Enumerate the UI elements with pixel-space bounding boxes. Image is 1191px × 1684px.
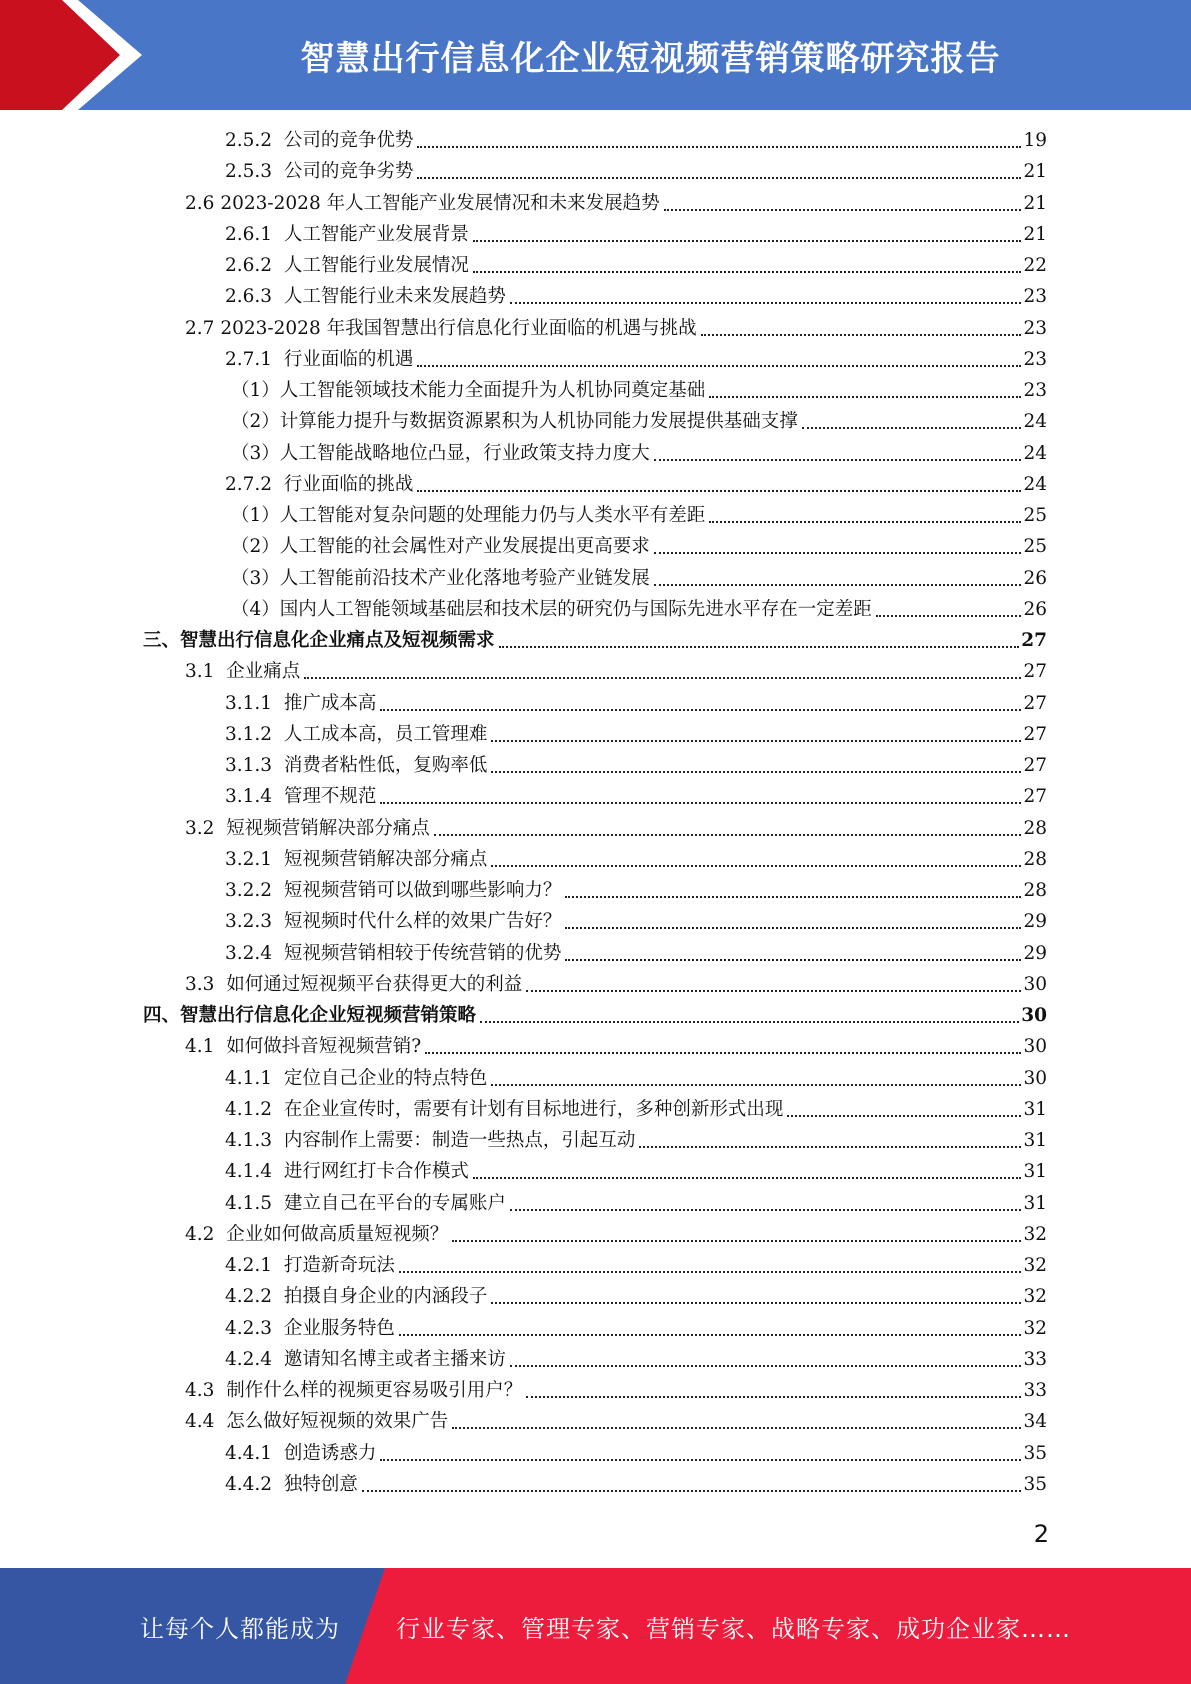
toc-entry-title — [225, 1252, 395, 1280]
toc-entry-number: （4） — [231, 598, 280, 620]
toc-entry-title — [185, 315, 697, 343]
toc-entry-title — [225, 940, 561, 968]
toc-entry-page: 33 — [1023, 1380, 1047, 1401]
toc-leader-dots — [473, 1177, 1022, 1179]
toc-entry-number: （1） — [231, 380, 280, 401]
toc-entry-number: 2.6.3 — [225, 286, 273, 308]
toc-entry[interactable] — [185, 658, 1047, 686]
toc-entry[interactable] — [185, 1033, 1047, 1061]
toc-entry-label: 短视频时代什么样的效果广告好？ — [283, 911, 562, 933]
toc-entry-title — [231, 502, 705, 530]
toc-entry[interactable] — [225, 1127, 1047, 1155]
toc-entry-label: 公司的竞争劣势 — [283, 161, 414, 183]
page-number: 2 — [1033, 1520, 1049, 1548]
toc-entry-page: 24 — [1023, 442, 1047, 464]
toc-entry[interactable] — [225, 783, 1047, 811]
toc-entry-number: 2.6.2 — [225, 255, 273, 276]
toc-entry-number: 3.1.3 — [225, 755, 273, 776]
toc-entry-number: 4.1 — [185, 1036, 215, 1058]
toc-entry-label: 企业如何做高质量短视频？ — [226, 1223, 449, 1245]
toc-entry-label: 人工智能的社会属性对产业发展提出更高要求 — [279, 536, 650, 558]
toc-entry-label: 短视频营销相较于传统营销的优势 — [283, 942, 562, 964]
toc-leader-dots — [380, 1459, 1021, 1461]
toc-entry-number: 3.2 — [185, 817, 215, 839]
toc-entry-title — [185, 658, 300, 686]
toc-leader-dots — [565, 927, 1021, 929]
toc-entry-title — [225, 846, 487, 874]
toc-entry-page: 33 — [1023, 1348, 1047, 1370]
toc-leader-dots — [399, 1271, 1022, 1273]
toc-entry-title — [225, 908, 561, 936]
toc-entry-title — [231, 596, 872, 624]
toc-entry-title — [225, 1440, 376, 1468]
toc-leader-dots — [491, 771, 1021, 773]
toc-entry-label: 在企业宣传时，需要有计划有目标地进行，多种创新形式出现 — [283, 1098, 784, 1120]
toc-leader-dots — [664, 209, 1022, 211]
toc-entry-number: 三、 — [143, 630, 181, 651]
toc-entry-number: 4.1.3 — [225, 1130, 273, 1151]
toc-leader-dots — [491, 740, 1021, 742]
toc-leader-dots — [565, 959, 1021, 961]
toc-leader-dots — [480, 1021, 1019, 1023]
toc-entry[interactable] — [225, 221, 1047, 249]
toc-entry-title — [225, 127, 413, 155]
toc-entry-number: 2.7.2 — [225, 473, 273, 495]
toc-entry-label: 建立自己在平台的专属账户 — [283, 1192, 506, 1214]
toc-entry-page: 25 — [1023, 536, 1047, 558]
toc-leader-dots — [654, 459, 1022, 461]
toc-entry[interactable] — [225, 1190, 1047, 1218]
toc-entry-page: 24 — [1023, 411, 1047, 433]
toc-entry-label: 人工智能对复杂问题的处理能力仍与人类水平有差距 — [279, 505, 706, 526]
toc-entry-number: 2.6.1 — [225, 223, 273, 245]
toc-entry-label: 邀请知名博主或者主播来访 — [283, 1348, 506, 1370]
toc-leader-dots — [399, 1334, 1022, 1336]
report-footer — [0, 1568, 1191, 1684]
toc-entry-label: 短视频营销解决部分痛点 — [283, 848, 488, 870]
toc-entry-page: 35 — [1023, 1442, 1047, 1464]
toc-entry-number: 4.1.5 — [225, 1192, 273, 1214]
toc-entry-label: 计算能力提升与数据资源累积为人机协同能力发展提供基础支撑 — [279, 411, 798, 433]
toc-entry-page: 30 — [1023, 1067, 1047, 1089]
toc-entry-label: 人工智能行业未来发展趋势 — [283, 286, 506, 308]
toc-entry-number: 4.2.4 — [225, 1348, 273, 1370]
toc-entry[interactable] — [225, 1283, 1047, 1311]
toc-entry-page: 31 — [1023, 1161, 1047, 1183]
toc-entry-label: 智慧出行信息化企业痛点及短视频需求 — [180, 630, 495, 651]
toc-entry[interactable] — [231, 596, 1047, 624]
toc-entry-page: 25 — [1023, 505, 1047, 526]
footer-slogan-right: 行业专家、管理专家、营销专家、战略专家、成功企业家…… — [396, 1614, 1071, 1643]
toc-entry-page: 32 — [1023, 1255, 1047, 1276]
toc-leader-dots — [510, 1209, 1022, 1211]
toc-entry[interactable] — [225, 158, 1047, 186]
toc-entry[interactable] — [225, 690, 1047, 718]
toc-entry-number: 3.1.1 — [225, 692, 273, 714]
toc-entry-title — [225, 690, 376, 718]
toc-entry-page: 23 — [1023, 348, 1047, 370]
toc-leader-dots — [499, 646, 1020, 648]
toc-entry-title — [231, 533, 650, 561]
toc-entry-title — [225, 346, 413, 374]
toc-entry-label: 创造诱惑力 — [283, 1442, 377, 1464]
toc-entry-label: 人工成本高，员工管理难 — [283, 723, 488, 745]
toc-entry-label: 短视频营销解决部分痛点 — [226, 817, 430, 839]
toc-leader-dots — [491, 865, 1021, 867]
toc-entry-title — [225, 158, 413, 186]
toc-entry-label: 2023-2028 年我国智慧出行信息化行业面临的机遇与挑战 — [220, 317, 697, 339]
toc-entry-number: 3.1.4 — [225, 786, 273, 808]
toc-entry-number: 3.2.1 — [225, 848, 273, 870]
toc-entry-page: 26 — [1023, 567, 1047, 589]
toc-entry-page: 27 — [1023, 786, 1047, 808]
toc-entry[interactable] — [185, 815, 1047, 843]
toc-leader-dots — [380, 802, 1021, 804]
toc-leader-dots — [526, 1396, 1021, 1398]
toc-entry-label: 内容制作上需要：制造一些热点，引起互动 — [283, 1130, 636, 1151]
toc-entry-number: 4.2.2 — [225, 1286, 273, 1308]
toc-leader-dots — [452, 1240, 1021, 1242]
toc-entry-label: 推广成本高 — [283, 692, 377, 714]
toc-entry[interactable] — [225, 877, 1047, 905]
toc-entry-number: 4.4.2 — [225, 1473, 273, 1495]
toc-entry-page: 31 — [1023, 1192, 1047, 1214]
toc-entry-title — [225, 283, 506, 311]
toc-entry-label: 行业面临的挑战 — [283, 473, 414, 495]
toc-entry-label: 短视频营销可以做到哪些影响力？ — [283, 880, 562, 901]
toc-entry-number: 3.2.2 — [225, 880, 273, 901]
toc-entry-title — [185, 1377, 522, 1405]
toc-entry-number: 4.1.2 — [225, 1098, 273, 1120]
toc-entry-number: 4.1.1 — [225, 1067, 273, 1089]
toc-entry[interactable] — [231, 377, 1047, 405]
toc-entry-number: 四、 — [143, 1005, 181, 1026]
toc-leader-dots — [701, 334, 1022, 336]
toc-entry[interactable] — [185, 1408, 1047, 1436]
toc-entry[interactable] — [225, 940, 1047, 968]
toc-entry[interactable] — [225, 752, 1047, 780]
toc-entry[interactable] — [225, 1065, 1047, 1093]
toc-entry-label: 定位自己企业的特点特色 — [283, 1067, 488, 1089]
toc-entry-number: 4.4.1 — [225, 1442, 273, 1464]
toc-entry-number: 2.5.2 — [225, 130, 273, 151]
toc-entry-title — [231, 408, 798, 436]
toc-entry[interactable] — [231, 440, 1047, 468]
toc-entry-title — [231, 440, 650, 468]
toc-entry[interactable] — [225, 1315, 1047, 1343]
toc-entry[interactable] — [225, 283, 1047, 311]
toc-entry-title — [225, 471, 413, 499]
toc-entry-page: 32 — [1023, 1317, 1047, 1339]
toc-entry-label: 企业痛点 — [226, 661, 301, 683]
toc-entry-number: （3） — [231, 442, 280, 464]
toc-leader-dots — [425, 1052, 1021, 1054]
toc-entry-title — [225, 221, 469, 249]
header-chevron-decoration — [0, 0, 160, 110]
toc-entry-page: 31 — [1023, 1098, 1047, 1120]
toc-entry[interactable] — [225, 1252, 1047, 1280]
toc-leader-dots — [654, 584, 1022, 586]
toc-entry-page: 31 — [1023, 1130, 1047, 1151]
toc-entry-page: 27 — [1023, 755, 1047, 776]
toc-entry-title — [143, 627, 495, 655]
toc-entry-label: 如何做抖音短视频营销? — [226, 1036, 422, 1058]
toc-entry[interactable] — [225, 721, 1047, 749]
toc-entry[interactable] — [231, 565, 1047, 593]
toc-entry-label: 怎么做好短视频的效果广告 — [226, 1411, 449, 1433]
toc-entry-label: 人工智能产业发展背景 — [283, 223, 469, 245]
toc-entry-page: 29 — [1023, 911, 1047, 933]
toc-entry-page: 28 — [1023, 880, 1047, 901]
toc-entry[interactable] — [231, 533, 1047, 561]
toc-entry-page: 27 — [1021, 630, 1047, 651]
toc-entry-page: 27 — [1023, 661, 1047, 683]
toc-entry-page: 30 — [1021, 1005, 1047, 1026]
toc-leader-dots — [473, 271, 1022, 273]
toc-entry-title — [225, 1346, 506, 1374]
toc-entry-page: 23 — [1023, 380, 1047, 401]
toc-entry-number: 4.4 — [185, 1411, 215, 1433]
toc-entry-title — [185, 1033, 421, 1061]
toc-entry-number: 3.3 — [185, 973, 215, 995]
toc-entry-page: 21 — [1023, 223, 1047, 245]
toc-entry-page: 24 — [1023, 473, 1047, 495]
toc-entry[interactable] — [225, 1440, 1047, 1468]
toc-entry-title — [225, 1158, 469, 1186]
footer-slogan-left: 让每个人都能成为 — [140, 1614, 340, 1643]
toc-entry-label: 拍摄自身企业的内涵段子 — [283, 1286, 488, 1308]
toc-entry-page: 29 — [1023, 942, 1047, 964]
toc-entry-page: 21 — [1023, 161, 1047, 183]
toc-entry-label: 消费者粘性低，复购率低 — [283, 755, 488, 776]
toc-leader-dots — [709, 521, 1021, 523]
toc-entry[interactable] — [225, 252, 1047, 280]
toc-entry-page: 28 — [1023, 817, 1047, 839]
toc-leader-dots — [417, 365, 1021, 367]
toc-entry-title — [225, 1315, 395, 1343]
toc-entry-title — [231, 377, 705, 405]
toc-entry-page: 21 — [1023, 192, 1047, 214]
toc-entry-label: 智慧出行信息化企业短视频营销策略 — [180, 1005, 477, 1026]
toc-entry[interactable] — [225, 1346, 1047, 1374]
toc-leader-dots — [380, 709, 1021, 711]
toc-entry[interactable] — [143, 1002, 1047, 1030]
toc-entry-title — [225, 1065, 487, 1093]
toc-leader-dots — [510, 1365, 1022, 1367]
toc-entry[interactable] — [225, 1096, 1047, 1124]
toc-entry-title — [143, 1002, 476, 1030]
toc-entry-number: 3.2.4 — [225, 942, 273, 964]
toc-leader-dots — [473, 240, 1022, 242]
toc-entry-label: 行业面临的机遇 — [283, 348, 414, 370]
toc-entry[interactable] — [185, 971, 1047, 999]
toc-entry-label: 企业服务特色 — [283, 1317, 395, 1339]
toc-entry-number: 2.6 — [185, 192, 215, 214]
toc-leader-dots — [565, 896, 1021, 898]
toc-entry-title — [225, 1283, 487, 1311]
toc-entry-number: （1） — [231, 505, 280, 526]
report-header — [0, 0, 1191, 110]
toc-entry-title — [225, 1096, 783, 1124]
toc-entry[interactable] — [225, 1158, 1047, 1186]
toc-entry[interactable] — [225, 471, 1047, 499]
toc-entry-number: 4.1.4 — [225, 1161, 273, 1183]
toc-entry-page: 27 — [1023, 692, 1047, 714]
toc-entry[interactable] — [225, 1471, 1047, 1499]
toc-entry-page: 27 — [1023, 723, 1047, 745]
toc-entry-title — [185, 971, 522, 999]
toc-entry-label: 打造新奇玩法 — [283, 1255, 395, 1276]
toc-entry-page: 26 — [1023, 598, 1047, 620]
toc-entry[interactable] — [231, 408, 1047, 436]
toc-leader-dots — [876, 615, 1022, 617]
toc-entry-page: 35 — [1023, 1473, 1047, 1495]
toc-entry-number: （3） — [231, 567, 280, 589]
toc-leader-dots — [434, 834, 1022, 836]
toc-entry-label: 制作什么样的视频更容易吸引用户？ — [226, 1380, 523, 1401]
toc-entry[interactable] — [225, 908, 1047, 936]
toc-entry-title — [185, 1408, 448, 1436]
toc-entry-label: 如何通过短视频平台获得更大的利益 — [226, 973, 523, 995]
toc-leader-dots — [787, 1115, 1021, 1117]
toc-leader-dots — [452, 1427, 1021, 1429]
toc-entry-title — [225, 721, 487, 749]
toc-entry-label: 人工智能战略地位凸显，行业政策支持力度大 — [279, 442, 650, 464]
toc-entry-page: 22 — [1023, 255, 1047, 276]
toc-entry-title — [225, 1127, 635, 1155]
toc-leader-dots — [491, 1302, 1021, 1304]
toc-entry-label: 公司的竞争优势 — [283, 130, 414, 151]
toc-leader-dots — [526, 990, 1021, 992]
toc-entry-page: 23 — [1023, 286, 1047, 308]
toc-entry-title — [225, 877, 561, 905]
toc-entry[interactable] — [225, 346, 1047, 374]
toc-leader-dots — [654, 552, 1022, 554]
toc-leader-dots — [362, 1490, 1022, 1492]
toc-entry-label: 人工智能前沿技术产业化落地考验产业链发展 — [279, 567, 650, 589]
toc-entry-page: 28 — [1023, 848, 1047, 870]
toc-entry-number: 4.2.3 — [225, 1317, 273, 1339]
report-title: 智慧出行信息化企业短视频营销策略研究报告 — [300, 38, 1001, 79]
toc-leader-dots — [417, 146, 1021, 148]
toc-entry-title — [185, 1221, 448, 1249]
toc-leader-dots — [639, 1146, 1021, 1148]
toc-entry-title — [225, 252, 469, 280]
toc-entry-title — [225, 783, 376, 811]
toc-entry-title — [185, 190, 660, 218]
toc-entry-title — [231, 565, 650, 593]
toc-entry-page: 32 — [1023, 1223, 1047, 1245]
toc-entry-number: 2.7.1 — [225, 348, 273, 370]
toc-entry-page: 23 — [1023, 317, 1047, 339]
toc-entry-number: 3.1.2 — [225, 723, 273, 745]
toc-entry[interactable] — [185, 1221, 1047, 1249]
toc-entry-page: 34 — [1023, 1411, 1047, 1433]
toc-entry-label: 人工智能领域技术能力全面提升为人机协同奠定基础 — [279, 380, 706, 401]
toc-entry-number: 2.5.3 — [225, 161, 273, 183]
toc-entry-label: 人工智能行业发展情况 — [283, 255, 469, 276]
toc-leader-dots — [417, 177, 1021, 179]
toc-leader-dots — [417, 490, 1021, 492]
toc-entry-title — [185, 815, 430, 843]
toc-entry-page: 19 — [1023, 130, 1047, 151]
toc-entry[interactable] — [225, 846, 1047, 874]
toc-leader-dots — [510, 302, 1022, 304]
toc-entry-label: 进行网红打卡合作模式 — [283, 1161, 469, 1183]
toc-entry-title — [225, 1471, 358, 1499]
toc-entry[interactable] — [185, 1377, 1047, 1405]
toc-entry[interactable] — [143, 627, 1047, 655]
toc-leader-dots — [802, 427, 1022, 429]
toc-leader-dots — [491, 1084, 1021, 1086]
toc-entry-number: 3.1 — [185, 661, 215, 683]
toc-entry-label: 独特创意 — [283, 1473, 358, 1495]
toc-entry-label: 国内人工智能领域基础层和技术层的研究仍与国际先进水平存在一定差距 — [279, 598, 872, 620]
toc-entry-number: （2） — [231, 411, 280, 433]
toc-leader-dots — [304, 677, 1021, 679]
toc-entry-number: 4.3 — [185, 1380, 215, 1401]
toc-entry-title — [225, 1190, 506, 1218]
toc-entry[interactable] — [231, 502, 1047, 530]
toc-entry-page: 30 — [1023, 973, 1047, 995]
toc-entry-page: 30 — [1023, 1036, 1047, 1058]
toc-entry-number: 4.2 — [185, 1223, 215, 1245]
toc-entry-label: 2023-2028 年人工智能产业发展情况和未来发展趋势 — [220, 192, 660, 214]
toc-leader-dots — [709, 396, 1021, 398]
toc-entry[interactable] — [225, 127, 1047, 155]
toc-entry-page: 32 — [1023, 1286, 1047, 1308]
toc-entry-number: 3.2.3 — [225, 911, 273, 933]
toc-entry-number: 4.2.1 — [225, 1255, 273, 1276]
toc-entry[interactable] — [185, 190, 1047, 218]
toc-entry-number: 2.7 — [185, 317, 215, 339]
toc-entry[interactable] — [185, 315, 1047, 343]
toc-entry-label: 管理不规范 — [283, 786, 377, 808]
toc-entry-number: （2） — [231, 536, 280, 558]
toc-entry-title — [225, 752, 487, 780]
